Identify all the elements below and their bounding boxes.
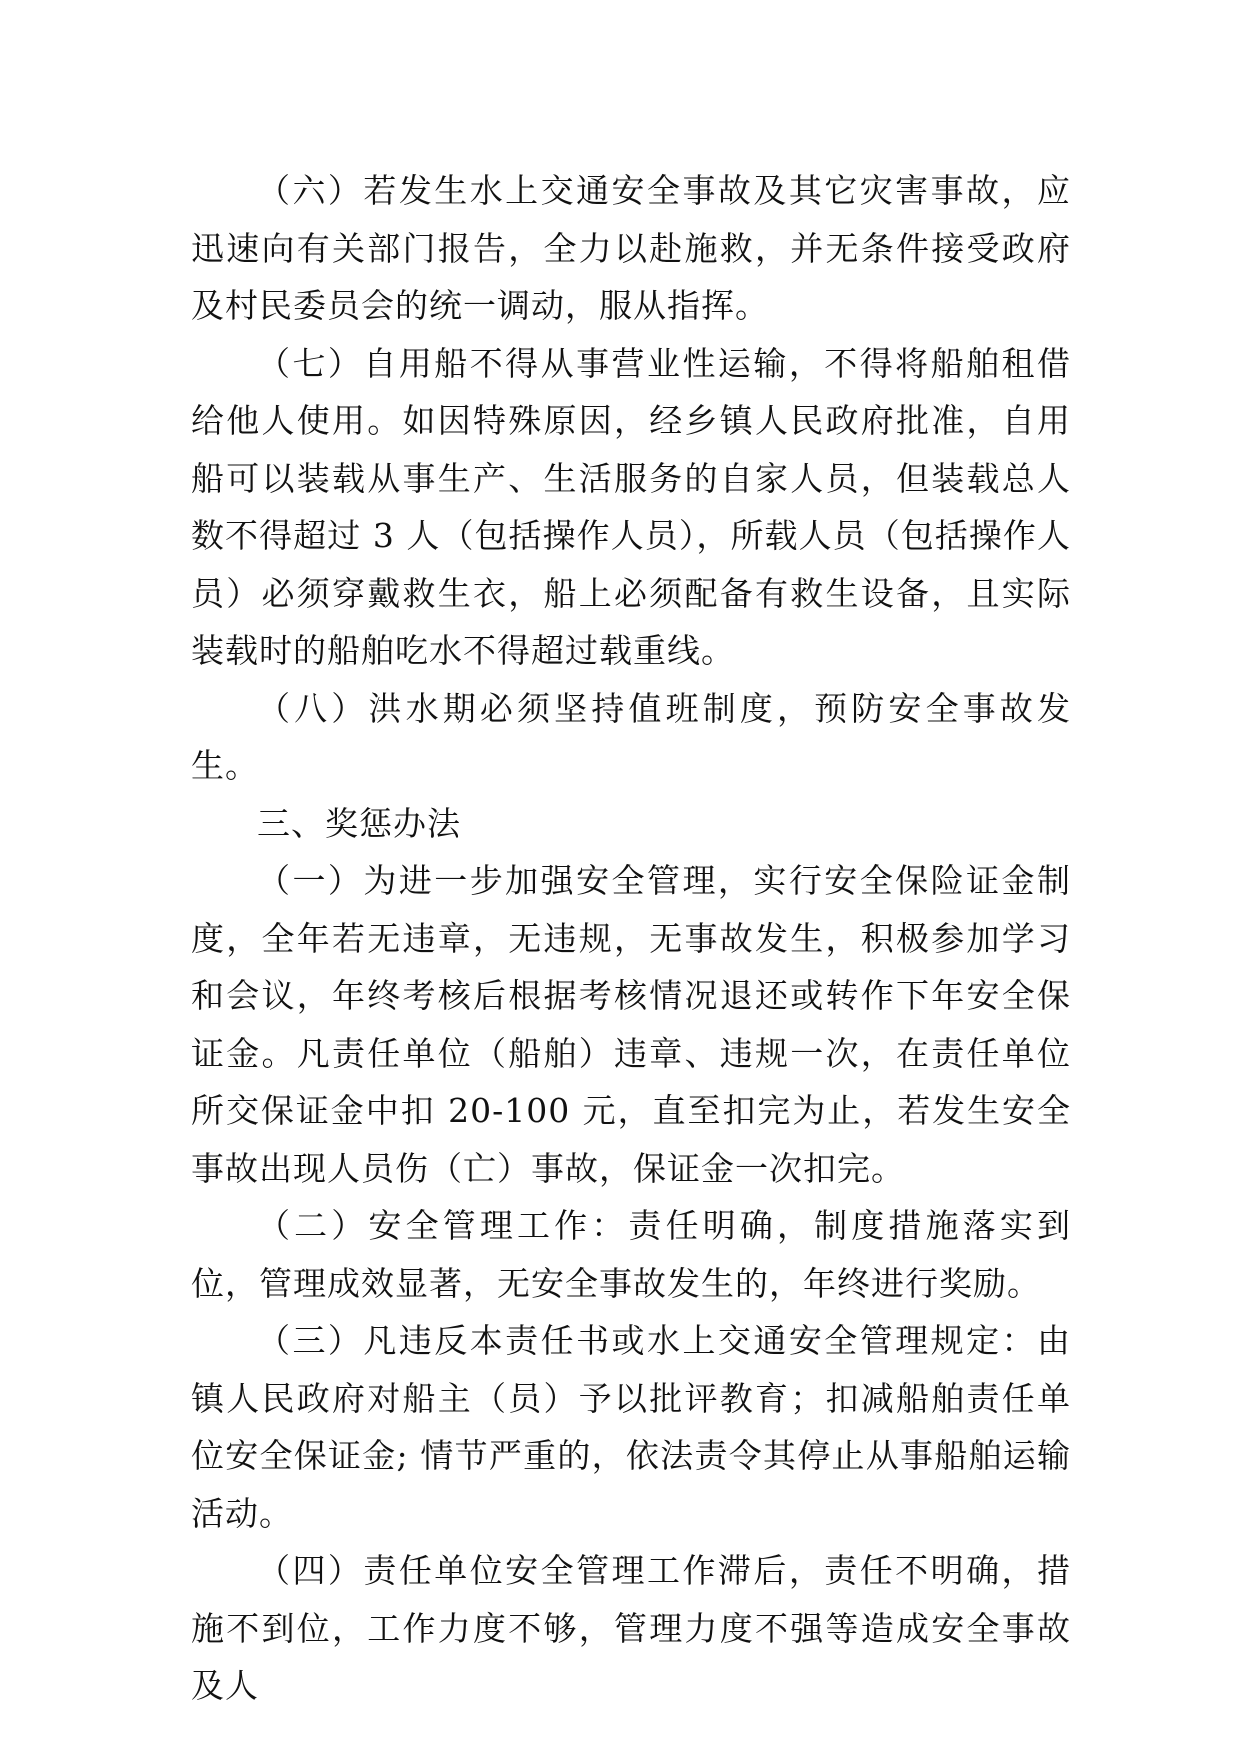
paragraph-flood-duty: （八）洪水期必须坚持值班制度，预防安全事故发生。 bbox=[191, 688, 1071, 785]
paragraph-violations: （三）凡违反本责任书或水上交通安全管理规定：由镇人民政府对船主（员）予以批评教育；扣减船舶责任单位安全保证金; 情节严重的，依法责令其停止从事船舶运输活动。 bbox=[191, 1321, 1071, 1533]
paragraph-private-vessel-rules: （七）自用船不得从事营业性运输，不得将船舶租借给他人使用。如因特殊原因，经乡镇人民政府批准，自用船可以装载从事生产、生活服务的自家人员，但装载总人数不得超过 3 人（包括操作人员），所载人员（包括操作人员）必须穿戴救生衣，船上必须配备有救生设备，且实际装载时的船舶吃水不得超过载重线。 bbox=[191, 343, 1071, 670]
paragraph-safety-deposit: （一）为进一步加强安全管理，实行安全保险证金制度，全年若无违章，无违规，无事故发生，积极参加学习和会议，年终考核后根据考核情况退还或转作下年安全保证金。凡责任单位（船舶）违章、违规一次，在责任单位所交保证金中扣 20-100 元，直至扣完为止，若发生安全事故出现人员伤（亡）事故，保证金一次扣完。 bbox=[191, 861, 1071, 1188]
paragraph-responsibility-lapses: （四）责任单位安全管理工作滞后，责任不明确，措施不到位，工作力度不够，管理力度不强等造成安全事故及人 bbox=[191, 1551, 1071, 1705]
paragraph-rewards: （二）安全管理工作：责任明确，制度措施落实到位，管理成效显著，无安全事故发生的，年终进行奖励。 bbox=[191, 1206, 1071, 1303]
document-body bbox=[191, 162, 1071, 1715]
paragraph-accident-reporting: （六）若发生水上交通安全事故及其它灾害事故，应迅速向有关部门报告，全力以赴施救，并无条件接受政府及村民委员会的统一调动，服从指挥。 bbox=[191, 171, 1071, 325]
section-heading-rewards-penalties: 三、奖惩办法 bbox=[257, 803, 461, 843]
